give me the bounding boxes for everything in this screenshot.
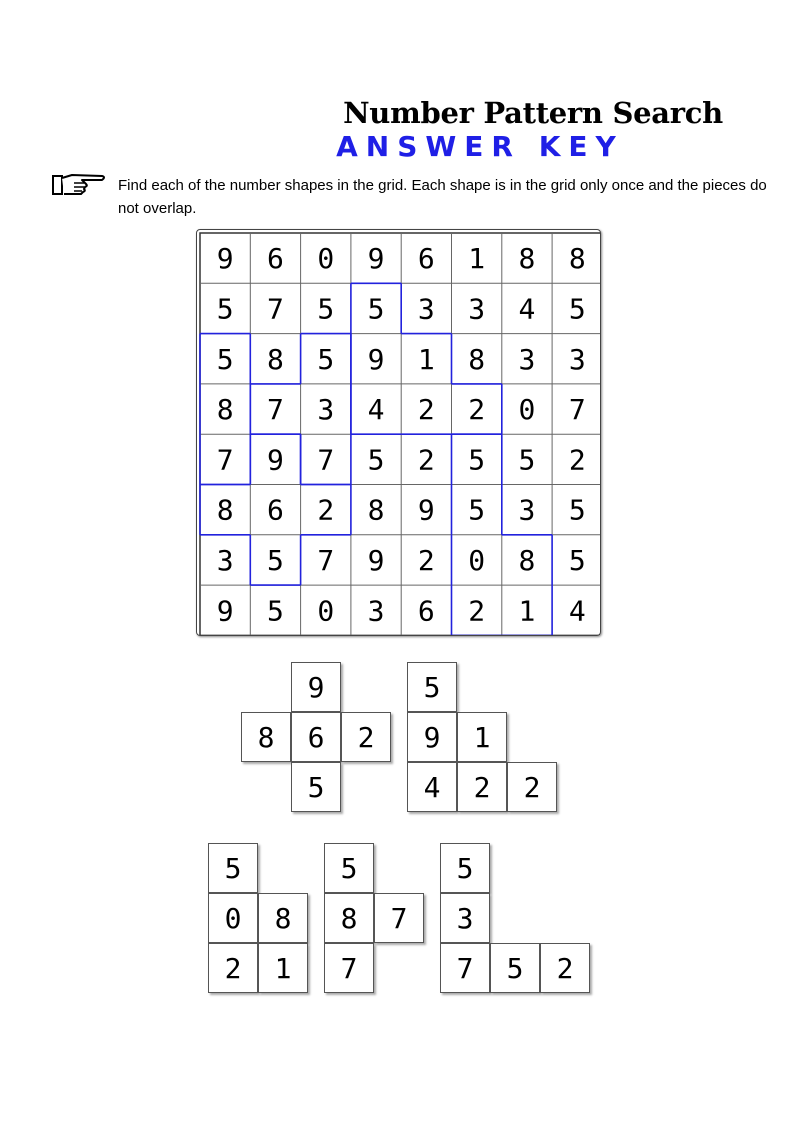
instructions-text: Find each of the number shapes in the grid. Each shape is in the grid only once and the pieces do not overlap. (118, 177, 767, 217)
piece-cell: 4 (407, 762, 457, 812)
grid-cell: 8 (216, 393, 234, 427)
grid-cell: 2 (417, 443, 435, 477)
grid-cell: 9 (417, 493, 435, 527)
grid-cell: 2 (468, 393, 486, 427)
grid-cell: 4 (568, 594, 586, 628)
grid-cell: 1 (417, 342, 435, 376)
grid-cell: 0 (317, 594, 335, 628)
grid-cell: 8 (518, 543, 536, 577)
grid-cell: 7 (317, 443, 335, 477)
piece-cell: 8 (258, 893, 308, 943)
grid-cell: 8 (468, 342, 486, 376)
grid-cell: 5 (267, 594, 284, 628)
grid-cell: 2 (468, 594, 486, 628)
piece-cell: 8 (324, 893, 374, 943)
grid-cell: 3 (568, 342, 586, 376)
piece-cell: 7 (324, 943, 374, 993)
grid-cell: 6 (417, 594, 435, 628)
grid-cell: 5 (317, 292, 335, 326)
grid-cell: 0 (317, 242, 335, 276)
piece-cell: 5 (208, 843, 258, 893)
grid-cell: 4 (518, 292, 536, 326)
grid-cell: 8 (568, 242, 586, 276)
grid-cell: 3 (417, 292, 435, 326)
grid-cell: 5 (468, 443, 486, 477)
piece-cell: 2 (341, 712, 391, 762)
grid-cell: 7 (267, 292, 284, 326)
number-grid (196, 229, 601, 636)
piece-cell: 0 (208, 893, 258, 943)
grid-cell: 0 (518, 393, 536, 427)
grid-cell: 6 (417, 242, 435, 276)
grid-cell: 3 (367, 594, 385, 628)
piece-cell: 9 (291, 662, 341, 712)
piece-cell: 1 (457, 712, 507, 762)
grid-cell: 3 (317, 393, 335, 427)
piece-cell: 5 (490, 943, 540, 993)
grid-cell: 8 (216, 493, 234, 527)
grid-cell: 6 (267, 242, 284, 276)
piece-cell: 3 (440, 893, 490, 943)
grid-cell: 5 (216, 342, 234, 376)
piece-cell: 2 (208, 943, 258, 993)
grid-cell: 1 (468, 242, 486, 276)
grid-cell: 8 (367, 493, 385, 527)
piece-cell: 1 (258, 943, 308, 993)
grid-cell: 9 (267, 443, 284, 477)
grid-cell: 7 (317, 543, 335, 577)
grid-cell: 6 (267, 493, 284, 527)
piece-cell: 2 (540, 943, 590, 993)
grid-cell: 5 (518, 443, 536, 477)
grid-cell: 2 (568, 443, 586, 477)
grid-cell: 8 (267, 342, 284, 376)
grid-cell: 9 (367, 242, 385, 276)
grid-cell: 5 (317, 342, 335, 376)
grid-cell: 9 (367, 543, 385, 577)
grid-cell: 2 (317, 493, 335, 527)
grid-cell: 3 (216, 543, 234, 577)
grid-cell: 2 (417, 543, 435, 577)
piece-cell: 7 (440, 943, 490, 993)
grid-cell: 5 (568, 292, 586, 326)
piece-cell: 5 (291, 762, 341, 812)
grid-cell: 7 (216, 443, 234, 477)
grid-cell: 3 (518, 342, 536, 376)
grid-cell: 7 (267, 393, 284, 427)
pointing-hand-icon (50, 170, 108, 198)
piece-cell: 5 (407, 662, 457, 712)
grid-cell: 5 (216, 292, 234, 326)
piece-cell: 7 (374, 893, 424, 943)
grid-cell: 7 (568, 393, 586, 427)
grid-cell: 3 (518, 493, 536, 527)
grid-cell: 5 (367, 443, 385, 477)
grid-cell: 5 (367, 292, 385, 326)
piece-cell: 9 (407, 712, 457, 762)
grid-cell: 9 (216, 242, 234, 276)
answer-key-label: ANSWER KEY (336, 130, 624, 163)
piece-cell: 5 (440, 843, 490, 893)
piece-cell: 6 (291, 712, 341, 762)
page-title: Number Pattern Search (343, 96, 723, 130)
grid-cell: 9 (216, 594, 234, 628)
piece-cell: 2 (507, 762, 557, 812)
grid-cell: 1 (518, 594, 536, 628)
grid-cell: 0 (468, 543, 486, 577)
grid-cell: 5 (267, 543, 284, 577)
grid-cell: 3 (468, 292, 486, 326)
grid-cell: 9 (367, 342, 385, 376)
grid-cell: 5 (568, 493, 586, 527)
grid-canvas (197, 230, 600, 635)
piece-cell: 5 (324, 843, 374, 893)
grid-cell: 5 (568, 543, 586, 577)
piece-cell: 2 (457, 762, 507, 812)
grid-cell: 2 (417, 393, 435, 427)
grid-cell: 4 (367, 393, 385, 427)
grid-cell: 5 (468, 493, 486, 527)
grid-cell: 8 (518, 242, 536, 276)
piece-cell: 8 (241, 712, 291, 762)
